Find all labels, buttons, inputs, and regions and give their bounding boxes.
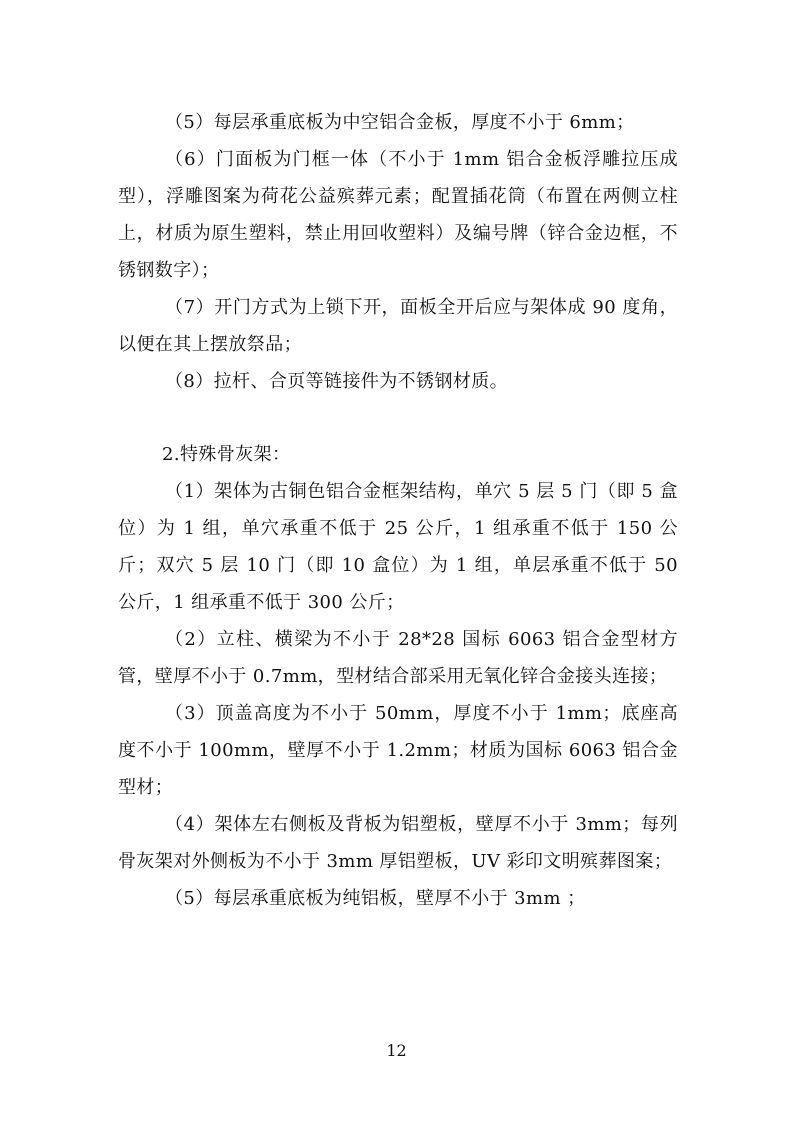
- paragraph-item-7: （7）开门方式为上锁下开，面板全开后应与架体成 90 度角，以便在其上摆放祭品；: [118, 297, 678, 355]
- special-paragraph-item-3: （3）顶盖高度为不小于 50mm，厚度不小于 1mm；底座高度不小于 100mm，壁厚不小于 1.2mm；材质为国标 6063 铝合金型材；: [118, 703, 678, 798]
- paragraph-item-5: （5）每层承重底板为中空铝合金板，厚度不小于 6mm；: [165, 112, 635, 133]
- section-heading: 2.特殊骨灰架：: [162, 444, 291, 465]
- special-paragraph-item-2: （2）立柱、横梁为不小于 28*28 国标 6063 铝合金型材方管，壁厚不小于 0.7mm，型材结合部采用无氧化锌合金接头连接；: [118, 629, 678, 687]
- paragraph-item-8: （8）拉杆、合页等链接件为不锈钢材质。: [165, 371, 509, 392]
- page-number: 12: [386, 1041, 407, 1060]
- special-paragraph-item-4: （4）架体左右侧板及背板为铝塑板，壁厚不小于 3mm；每列骨灰架对外侧板为不小于 3mm 厚铝塑板，UV 彩印文明殡葬图案；: [118, 814, 678, 872]
- paragraph-item-6: （6）门面板为门框一体（不小于 1mm 铝合金板浮雕拉压成型），浮雕图案为荷花公益殡葬元素；配置插花筒（布置在两侧立柱上，材质为原生塑料，禁止用回收塑料）及编号牌（锌合金边框，不锈钢数字）；: [118, 149, 678, 281]
- special-paragraph-item-1: （1）架体为古铜色铝合金框架结构，单穴 5 层 5 门（即 5 盒位）为 1 组，单穴承重不低于 25 公斤，1 组承重不低于 150 公斤；双穴 5 层 10 门（即 10 盒位）为 1 组，单层承重不低于 50 公斤，1 组承重不低于 300 公斤；: [118, 481, 678, 613]
- section-spacer: [118, 400, 678, 436]
- page-body: [118, 104, 678, 917]
- special-paragraph-item-5: （5）每层承重底板为纯铝板，壁厚不小于 3mm ；: [165, 888, 586, 909]
